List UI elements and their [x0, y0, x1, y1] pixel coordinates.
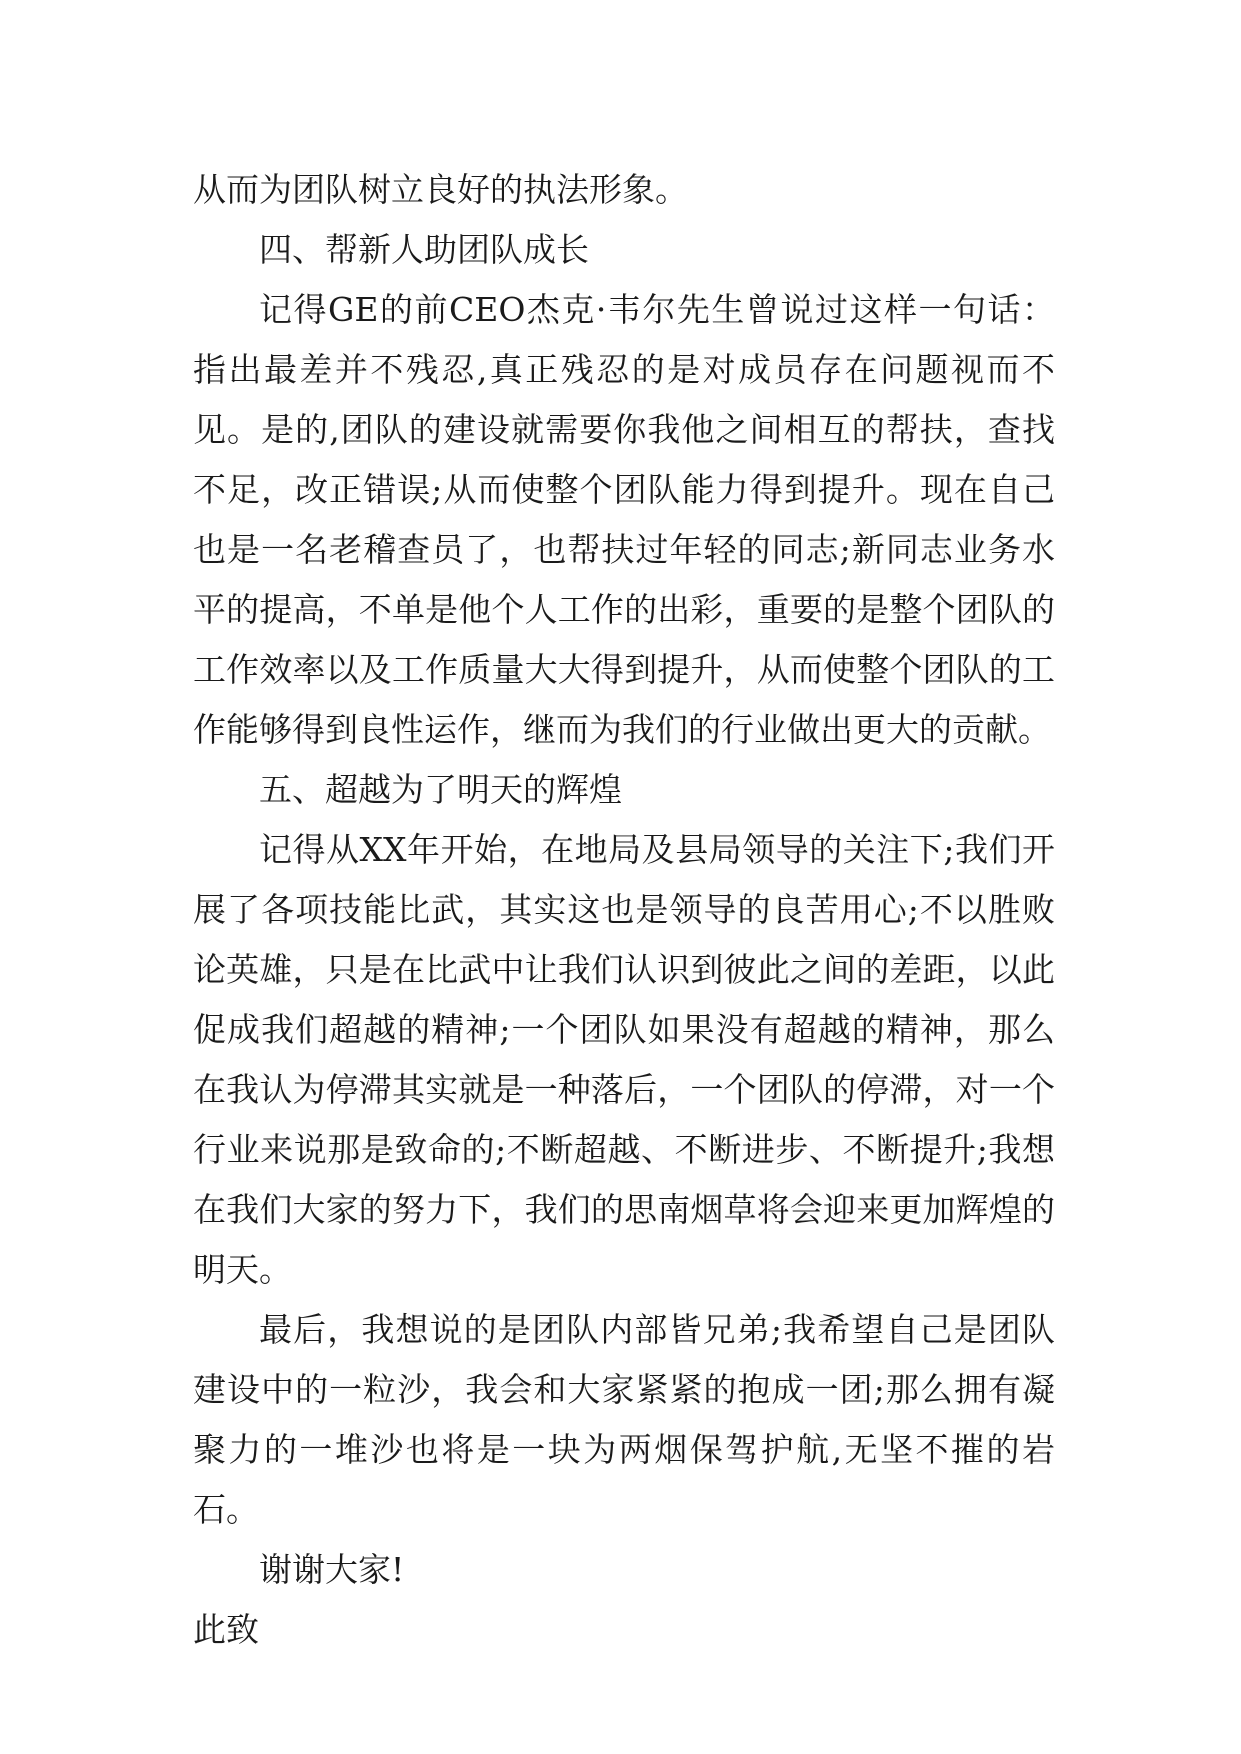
section-heading-four: 四、帮新人助团队成长 — [259, 230, 589, 269]
document-body — [193, 160, 1055, 1660]
paragraph-section-five: 记得从XX年开始，在地局及县局领导的关注下;我们开展了各项技能比武，其实这也是领导的良苦用心;不以胜败论英雄，只是在比武中让我们认识到彼此之间的差距，以此促成我们超越的精神;一个团队如果没有超越的精神，那么在我认为停滞其实就是一种落后，一个团队的停滞，对一个行业来说那是致命的;不断超越、不断进步、不断提升;我想在我们大家的努力下，我们的思南烟草将会迎来更加辉煌的明天。 — [193, 830, 1055, 1289]
paragraph-section-four: 记得GE的前CEO杰克·韦尔先生曾说过这样一句话：指出最差并不残忍,真正残忍的是对成员存在问题视而不见。是的,团队的建设就需要你我他之间相互的帮扶，查找不足，改正错误;从而使整个团队能力得到提升。现在自己也是一名老稽查员了，也帮扶过年轻的同志;新同志业务水平的提高，不单是他个人工作的出彩，重要的是整个团队的工作效率以及工作质量大大得到提升，从而使整个团队的工作能够得到良性运作，继而为我们的行业做出更大的贡献。 — [193, 290, 1055, 749]
salutation-line: 此致 — [193, 1610, 259, 1649]
paragraph-closing-line: 从而为团队树立良好的执法形象。 — [193, 170, 688, 209]
paragraph-conclusion: 最后，我想说的是团队内部皆兄弟;我希望自己是团队建设中的一粒沙，我会和大家紧紧的抱成一团;那么拥有凝聚力的一堆沙也将是一块为两烟保驾护航,无坚不摧的岩石。 — [193, 1310, 1055, 1529]
thanks-line: 谢谢大家! — [259, 1550, 405, 1589]
section-heading-five: 五、超越为了明天的辉煌 — [259, 770, 622, 809]
